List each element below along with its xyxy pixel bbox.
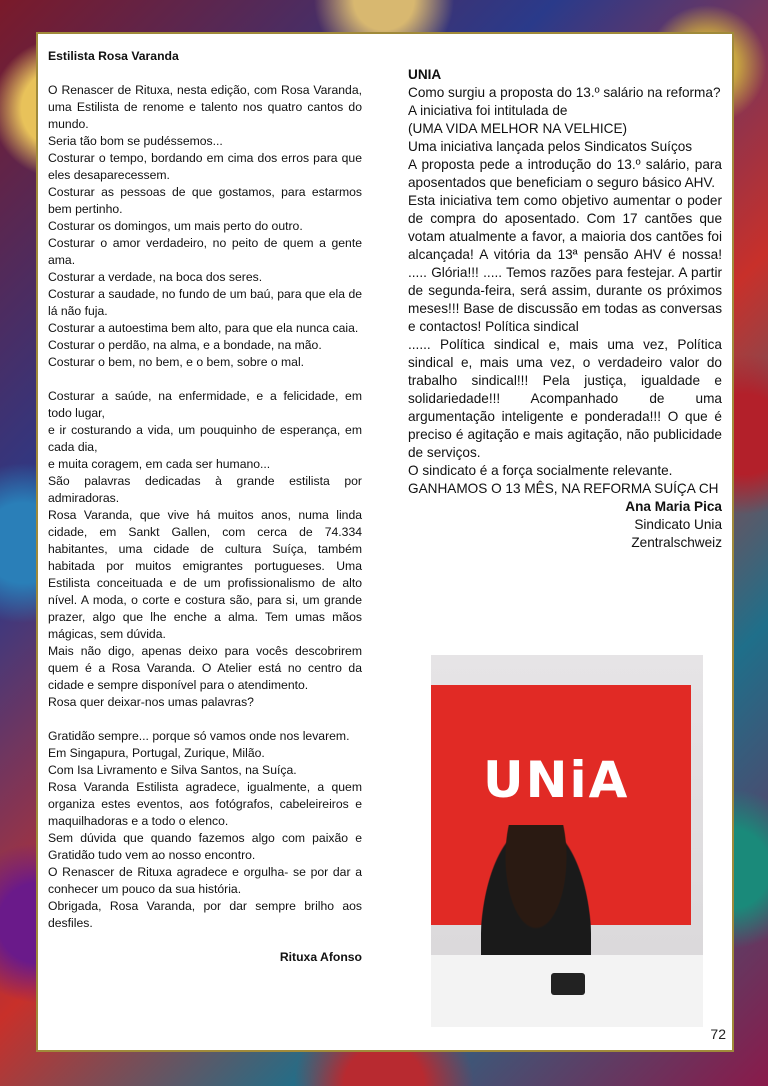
left-paragraph: Em Singapura, Portugal, Zurique, Milão. (48, 746, 265, 760)
left-paragraph: Gratidão sempre... porque só vamos onde nos levarem. (48, 729, 350, 743)
microphone-icon (551, 973, 585, 995)
right-paragraph: ...... Política sindical e, mais uma vez, Política sindical e, mais uma vez, o verdadeiro valor do trabalho sindical!!! Pela justiça, igualdade e solidariedade!!! Acompanhado de uma argumentação inteligente e ponderada!!! O que é preciso é agitação e mais agitação, não publicidade de serviços. (408, 337, 722, 460)
left-paragraph: Costurar a verdade, na boca dos seres. (48, 270, 263, 284)
right-paragraph: A iniciativa foi intitulada de (408, 103, 568, 118)
left-paragraph: Mais não digo, apenas deixo para vocês descobrirem quem é a Rosa Varanda. O Atelier está no centro da cidade e sempre disponível para o atendimento. (48, 644, 362, 692)
left-paragraph: Seria tão bom se pudéssemos... (48, 134, 223, 148)
left-article (48, 48, 362, 966)
left-paragraph: Costurar o bem, no bem, e o bem, sobre o mal. (48, 355, 305, 369)
left-paragraph: e muita coragem, em cada ser humano... (48, 457, 271, 471)
left-paragraph: São palavras dedicadas à grande estilista por admiradoras. (48, 474, 362, 505)
unia-photo (431, 655, 703, 1027)
page-number: 72 (710, 1026, 726, 1042)
right-paragraph: O sindicato é a força socialmente relevante. (408, 463, 673, 478)
signature-region: Zentralschweiz (631, 535, 722, 550)
unia-logo: UNiA (483, 751, 630, 809)
left-paragraph: Costurar o tempo, bordando em cima dos erros para que eles desaparecessem. (48, 151, 362, 182)
magazine-page (36, 32, 734, 1052)
left-paragraph: Obrigada, Rosa Varanda, por dar sempre brilho aos desfiles. (48, 899, 362, 930)
left-paragraph: Costurar a saudade, no fundo de um baú, para que ela de lá não fuja. (48, 287, 362, 318)
left-paragraph: Costurar a saúde, na enfermidade, e a felicidade, em todo lugar, (48, 389, 362, 420)
left-paragraph: O Renascer de Rituxa, nesta edição, com Rosa Varanda, uma Estilista de renome e talento nos quatro cantos do mundo. (48, 83, 362, 131)
right-paragraph: A proposta pede a introdução do 13.º salário, para aposentados que beneficiam o seguro básico AHV. (408, 157, 722, 190)
left-paragraph: Costurar o perdão, na alma, e a bondade, na mão. (48, 338, 322, 352)
right-paragraph: Uma iniciativa lançada pelos Sindicatos Suíços (408, 139, 693, 154)
left-paragraph: O Renascer de Rituxa agradece e orgulha- se por dar a conhecer um pouco da sua história. (48, 865, 362, 896)
left-paragraph: Rosa Varanda, que vive há muitos anos, numa linda cidade, em Sankt Gallen, com cerca de 74.334 habitantes, uma cidade de cultura Suíça, também habitada por muitos emigrantes portugueses. Uma Estilista conceituada e de um profissionalismo de alto nível. A moda, o corte e costura são, para si, um grande prazer, algo que lhe enche a alma. Tem umas mãos mágicas, sem dúvida. (48, 508, 362, 641)
right-article (408, 66, 722, 552)
left-article-title: Estilista Rosa Varanda (48, 49, 179, 63)
right-paragraph: GANHAMOS O 13 MÊS, NA REFORMA SUÍÇA CH (408, 481, 719, 496)
left-paragraph: Costurar o amor verdadeiro, no peito de quem a gente ama. (48, 236, 362, 267)
right-paragraph: Como surgiu a proposta do 13.º salário na reforma? (408, 85, 721, 100)
right-paragraph: Esta iniciativa tem como objetivo aumentar o poder de compra do aposentado. Com 17 cantões que votam atualmente a favor, a maioria dos cantões foi alcançada! A vitória da 13ª pensão AHV é nossa! ..... Glória!!! ..... Temos razões para festejar. A partir de segunda-feira, será assim, durante os próximos meses!!! Base de discussão em todas as conversas e contactos! Política sindical (408, 193, 722, 334)
left-paragraph: Rosa Varanda Estilista agradece, igualmente, a quem organiza estes eventos, aos fotógrafos, cabeleireiros e maquilhadoras e a todo o elenco. (48, 780, 362, 828)
left-paragraph: Sem dúvida que quando fazemos algo com paixão e Gratidão tudo vem ao nosso encontro. (48, 831, 362, 862)
left-paragraph: Rosa quer deixar-nos umas palavras? (48, 695, 254, 709)
right-article-title: UNIA (408, 67, 442, 82)
left-paragraph: Costurar os domingos, um mais perto do outro. (48, 219, 303, 233)
left-paragraph: e ir costurando a vida, um pouquinho de esperança, em cada dia, (48, 423, 362, 454)
signature-org: Sindicato Unia (634, 517, 722, 532)
signature-name: Ana Maria Pica (625, 499, 722, 514)
left-paragraph: Costurar a autoestima bem alto, para que ela nunca caia. (48, 321, 359, 335)
left-paragraph: Costurar as pessoas de que gostamos, para estarmos bem pertinho. (48, 185, 362, 216)
left-paragraph: Com Isa Livramento e Silva Santos, na Suíça. (48, 763, 297, 777)
right-paragraph: (UMA VIDA MELHOR NA VELHICE) (408, 121, 628, 136)
left-signature: Rituxa Afonso (279, 950, 362, 964)
